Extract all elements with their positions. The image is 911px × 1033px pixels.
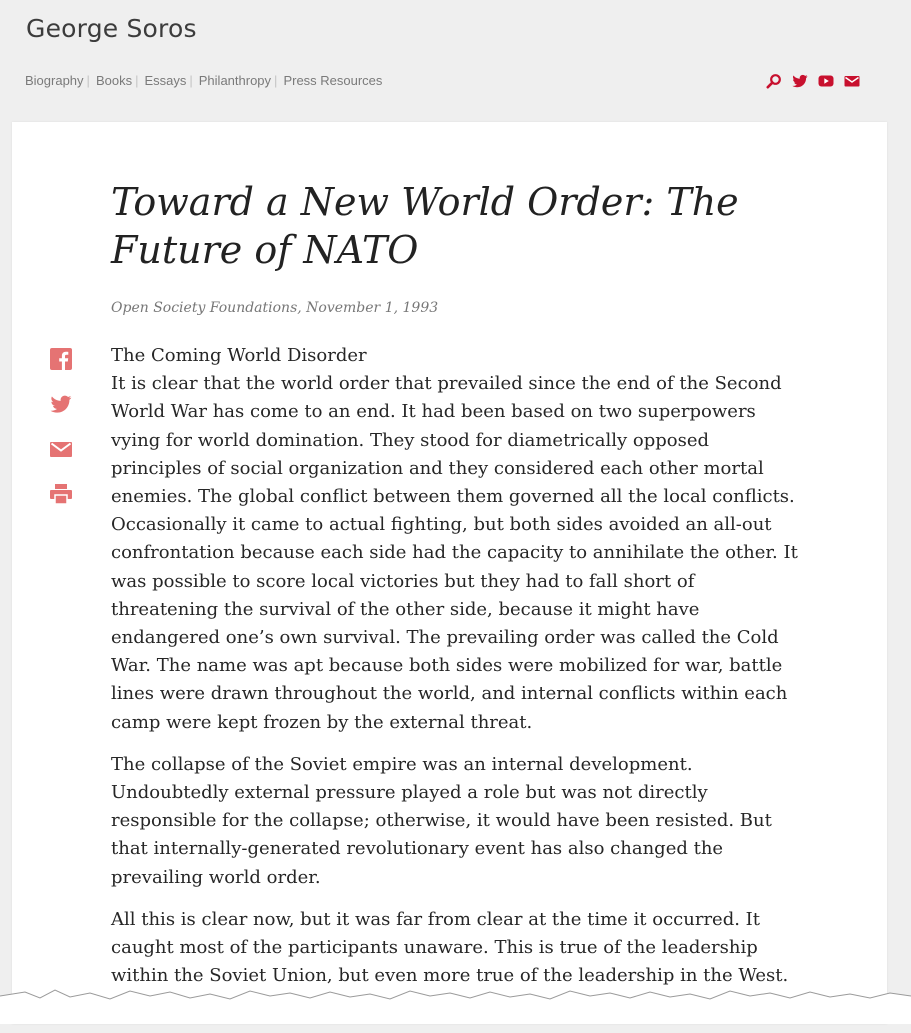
torn-edge — [0, 984, 911, 1024]
share-bar — [50, 348, 72, 528]
nav-books[interactable]: Books — [95, 73, 133, 88]
paragraph: The collapse of the Soviet empire was an internal development. Undoubtedly external pressure played a role but was not directly responsible for the collapse; otherwise, it would have been resisted. But that internally-generated revolutionary event has also changed the prevailing world order. — [111, 753, 772, 888]
nav-press-resources[interactable]: Press Resources — [283, 73, 383, 88]
print-icon[interactable] — [50, 483, 72, 505]
email-share-icon[interactable] — [50, 438, 72, 460]
nav-biography[interactable]: Biography — [25, 73, 84, 88]
nav-separator: | — [86, 73, 90, 88]
email-icon[interactable] — [844, 73, 860, 89]
facebook-icon[interactable] — [50, 348, 72, 370]
site-title[interactable]: George Soros — [26, 14, 197, 43]
paragraph — [111, 342, 801, 737]
twitter-share-icon[interactable] — [50, 393, 72, 415]
header-icons — [766, 73, 870, 89]
article-body — [111, 342, 801, 1033]
site-header — [0, 0, 911, 122]
search-icon[interactable] — [766, 73, 782, 89]
nav-separator: | — [274, 73, 278, 88]
youtube-icon[interactable] — [818, 73, 834, 89]
nav-separator: | — [189, 73, 193, 88]
article-meta: Open Society Foundations, November 1, 1993 — [111, 300, 439, 316]
nav-philanthropy[interactable]: Philanthropy — [198, 73, 272, 88]
article-title: Toward a New World Order: The Future of NATO — [111, 180, 739, 272]
nav-essays[interactable]: Essays — [144, 73, 187, 88]
main-nav — [25, 73, 382, 88]
section-subhead: The Coming World Disorder — [111, 345, 367, 366]
article-card — [12, 122, 887, 1024]
paragraph-text: It is clear that the world order that prevailed since the end of the Second World War has come to an end. It had been based on two superpowers vying for world domination. They stood for diametrically opposed principles of social organization and they considered each other mortal enemies. The global conflict between them governed all the local conflicts. Occasionally it came to actual fighting, but both sides avoided an all-out confrontation because each side had the capacity to annihilate the other. It was possible to score local victories but they had to fall short of threatening the survival of the other side, because it might have endangered one’s own survival. The prevailing order was called the Cold War. The name was apt because both sides were mobilized for war, battle lines were drawn throughout the world, and internal conflicts within each camp were kept frozen by the external threat. — [111, 373, 798, 733]
twitter-icon[interactable] — [792, 73, 808, 89]
paragraph: All this is clear now, but it was far from clear at the time it occurred. It caught most of the participants unaware. This is true of the leadership within the Soviet Union, but even more true of the leadership in the West. — [111, 908, 789, 987]
nav-separator: | — [135, 73, 139, 88]
